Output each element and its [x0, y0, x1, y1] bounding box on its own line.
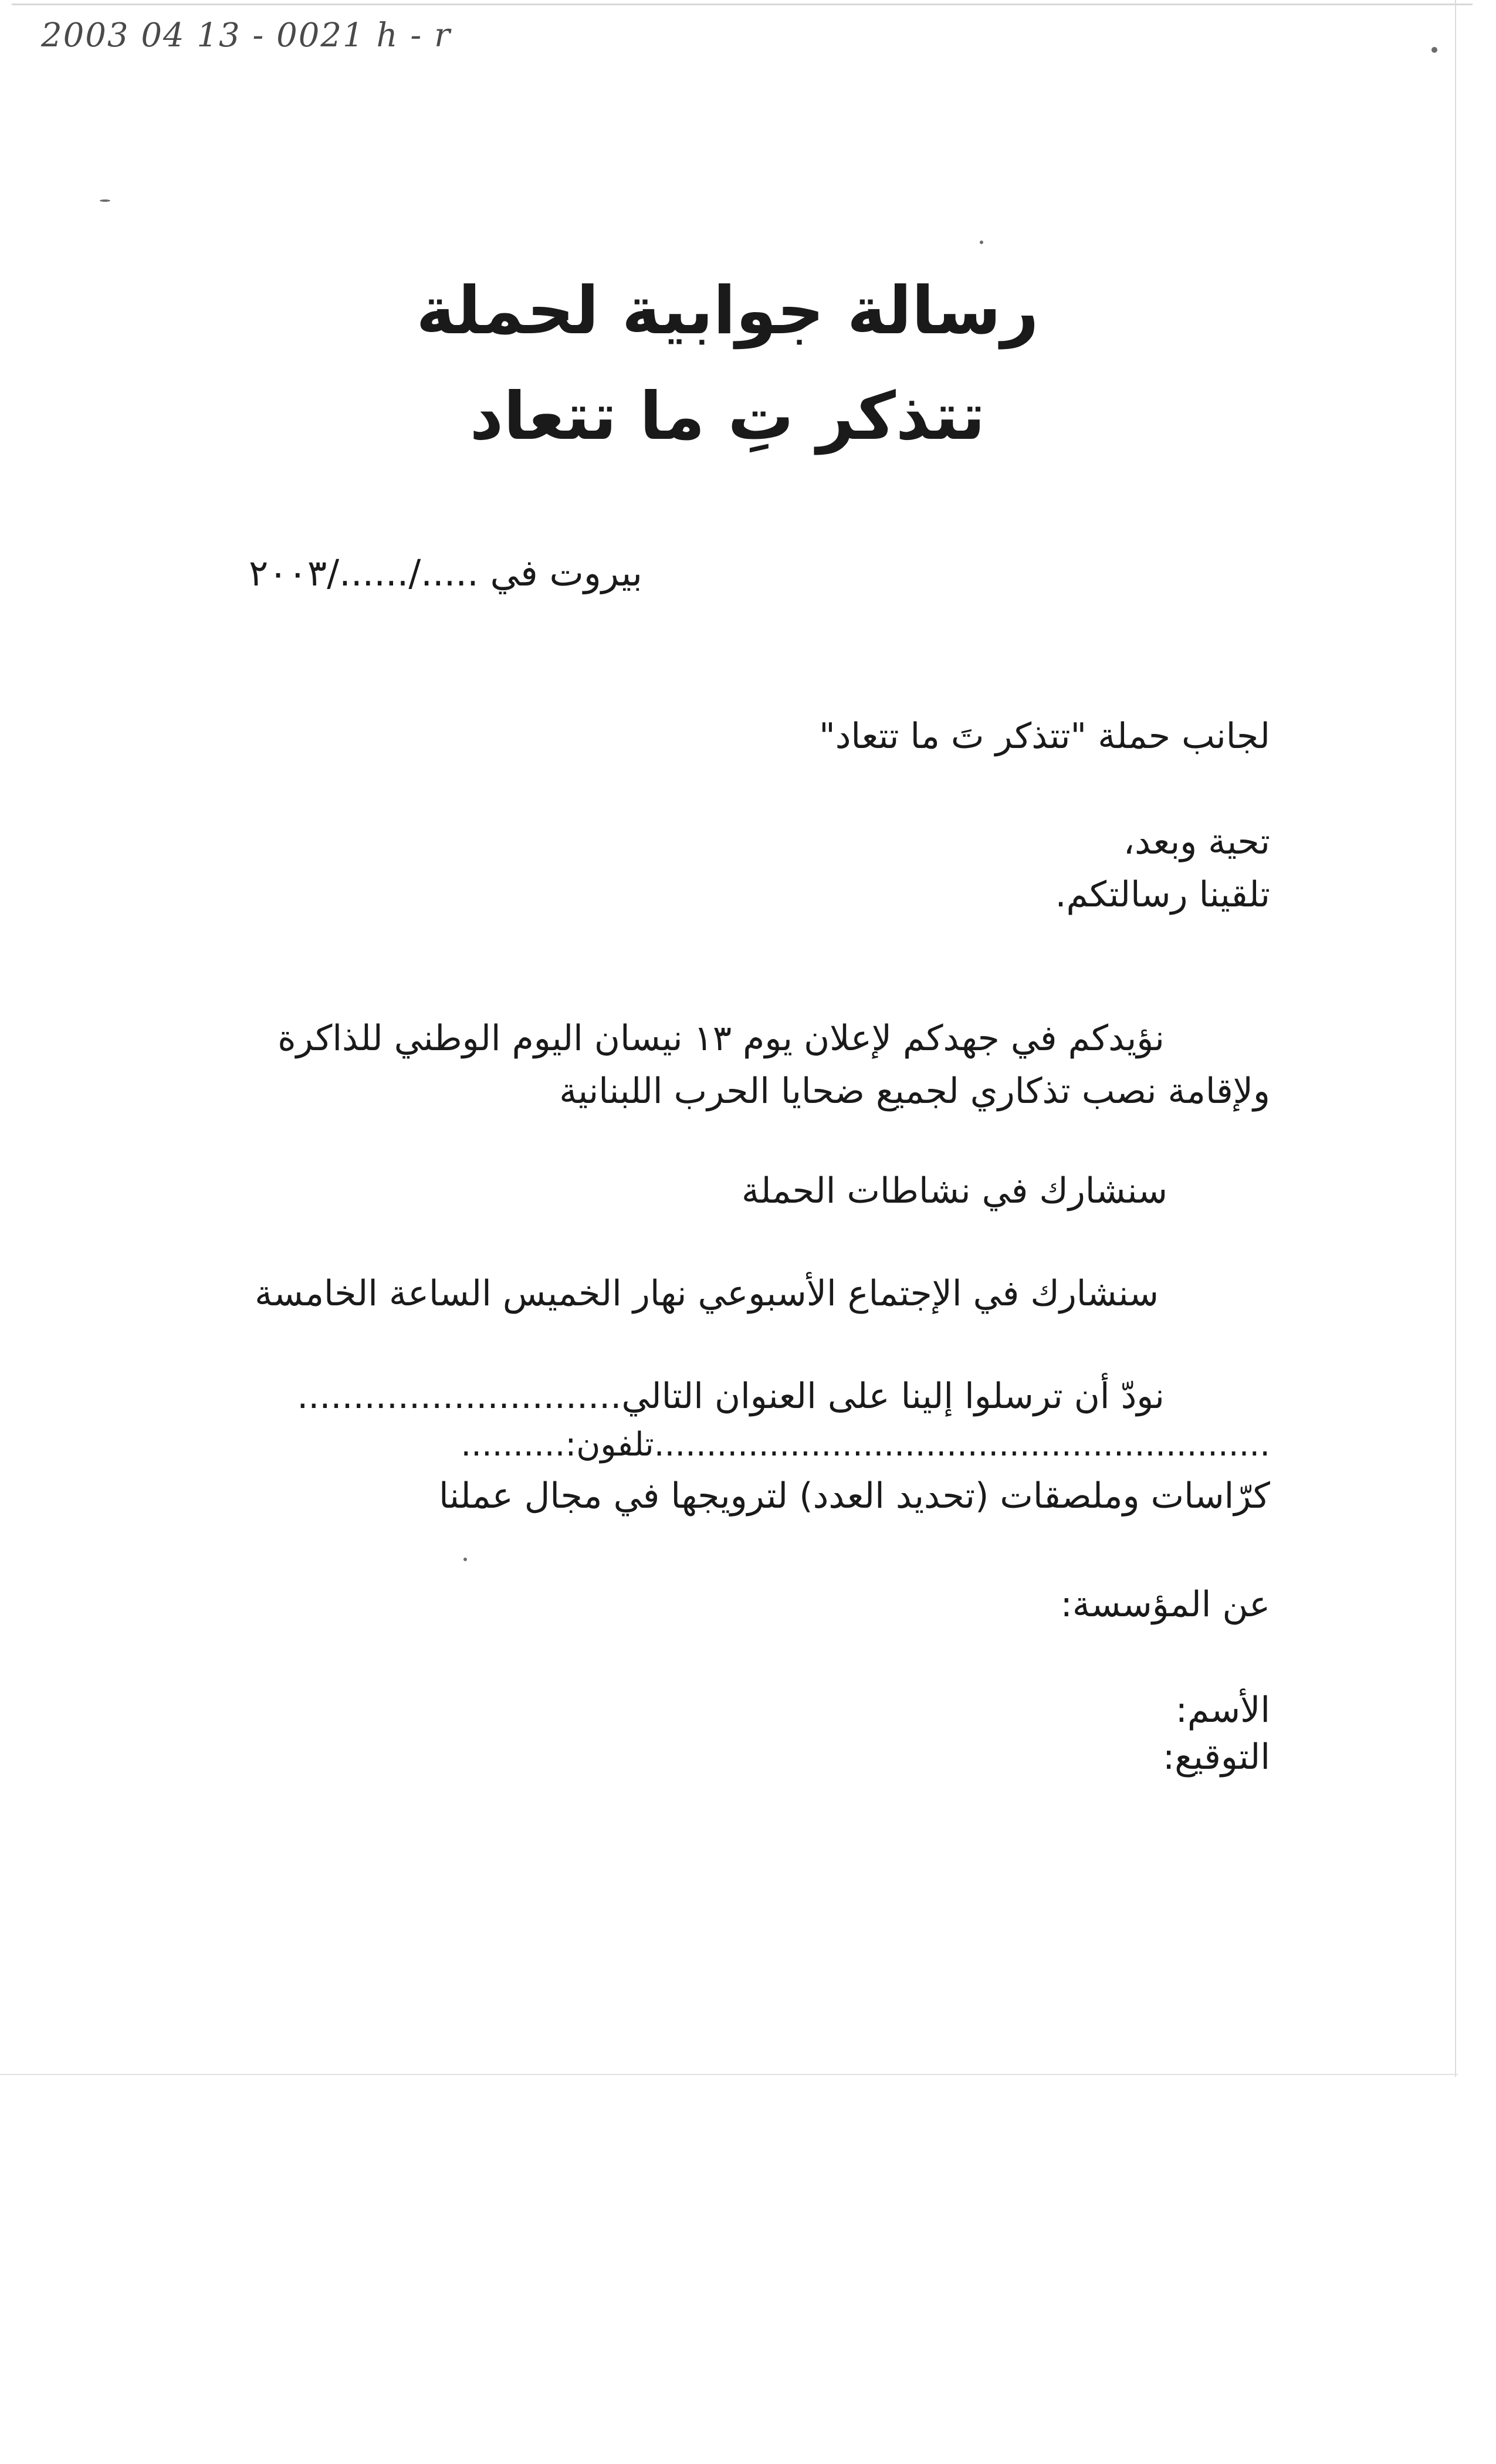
support-line-2: ولإقامة نصب تذكاري لجميع ضحايا الحرب اللبنانية [559, 1071, 1270, 1112]
scan-speck [1431, 47, 1437, 53]
letter-title-line-2: تتذكر تِ ما تتعاد [469, 378, 986, 455]
received-line: تلقينا رسالتكم. [1055, 874, 1270, 915]
recipient-line: لجانب حملة "تتذكر تَ ما تتعاد" [819, 716, 1270, 757]
handwritten-archive-code: 2003 04 13 - 0021 h - r [41, 16, 451, 55]
letter-title-line-1: رسالة جوابية لحملة [416, 273, 1039, 349]
scan-top-edge [12, 0, 1473, 5]
name-label: الأسم: [1175, 1690, 1270, 1731]
support-line-1: نؤيدكم في جهدكم لإعلان يوم ١٣ نيسان اليوم الوطني للذاكرة [277, 1018, 1165, 1059]
signature-label: التوقيع: [1163, 1737, 1270, 1778]
scan-bottom-edge [0, 2074, 1458, 2075]
scan-speck [463, 1558, 467, 1561]
meeting-option: سنشارك في الإجتماع الأسبوعي نهار الخميس الساعة الخامسة [255, 1273, 1159, 1314]
scan-speck [980, 241, 983, 244]
scan-speck [100, 199, 110, 202]
institution-label: عن المؤسسة: [1060, 1584, 1270, 1625]
send-address-option: نودّ أن ترسلوا إلينا على العنوان التالي............................. [297, 1376, 1165, 1417]
greeting: تحية وبعد، [1123, 821, 1270, 862]
phone-field: ...........................................................تلفون:.......... [461, 1426, 1270, 1464]
brochures-line: كرّاسات وملصقات (تحديد العدد) لترويجها في مجال عملنا [438, 1475, 1270, 1517]
date-line: بيروت في ...../....../٢٠٠٣ [249, 551, 642, 594]
scan-right-edge [1455, 0, 1456, 2077]
participate-option: سنشارك في نشاطات الحملة [742, 1170, 1167, 1211]
